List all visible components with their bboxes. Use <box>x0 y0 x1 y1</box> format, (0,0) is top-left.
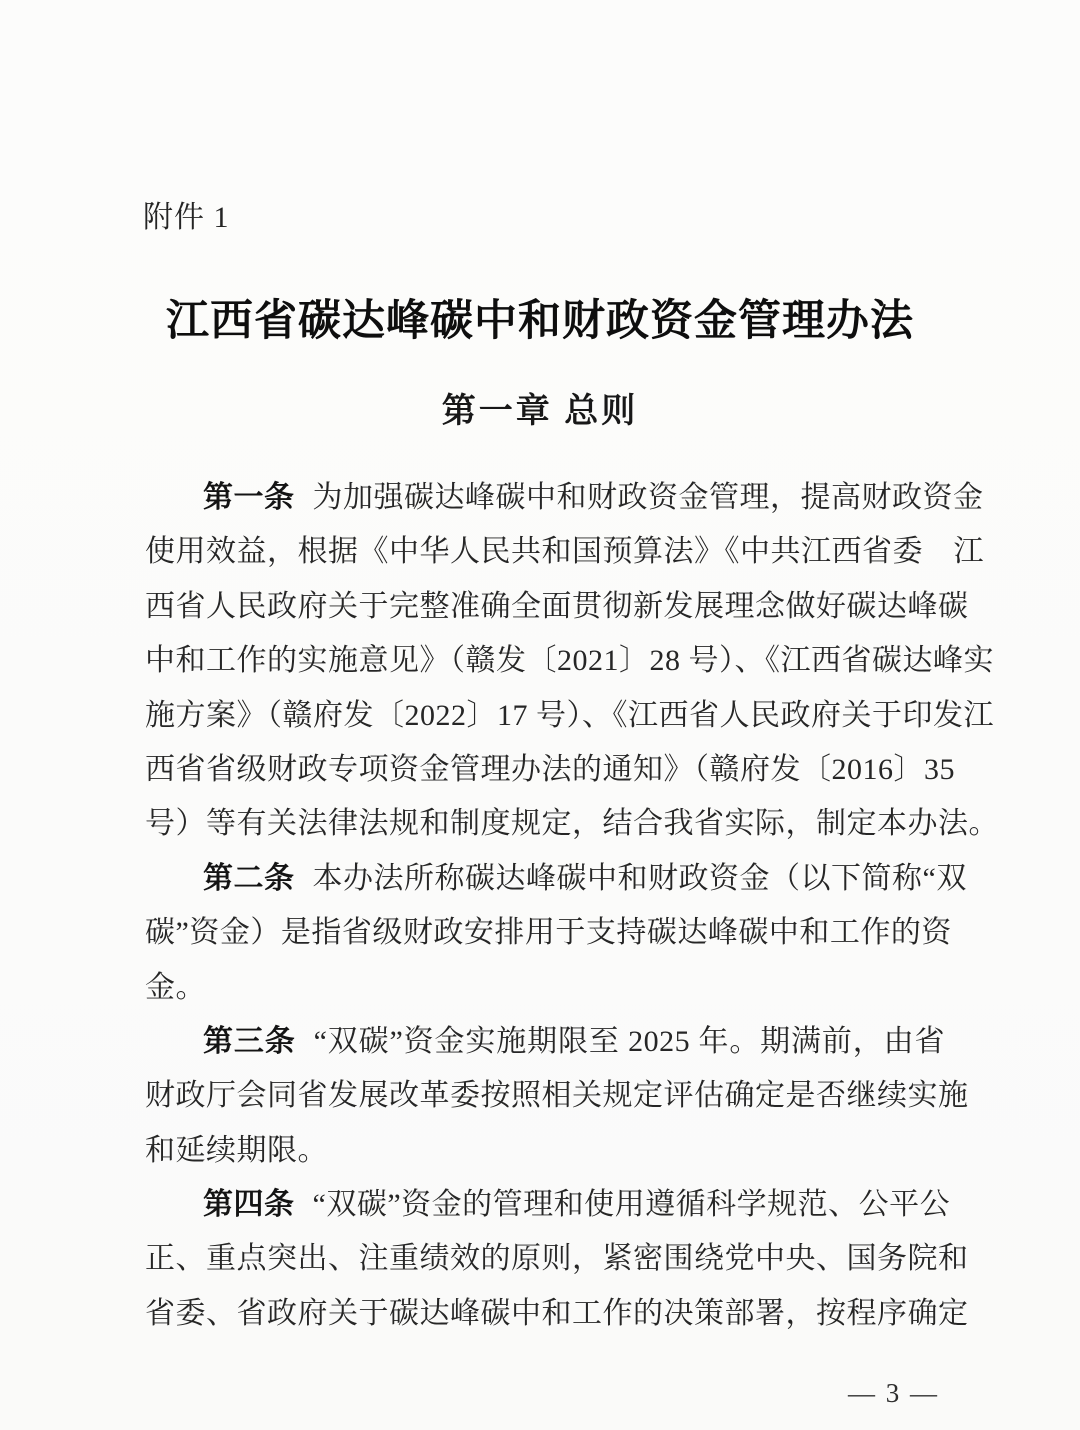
article-number: 第一条 <box>203 481 295 514</box>
page-number: — 3 — <box>848 1378 939 1408</box>
line-text: 金。 <box>145 970 206 1004</box>
text-line <box>145 1069 969 1123</box>
text-line <box>145 1232 969 1286</box>
line-text: 和延续期限。 <box>145 1133 328 1167</box>
line-text: 西省人民政府关于完整准确全面贯彻新发展理念做好碳达峰碳 <box>145 589 969 623</box>
text-line <box>145 1015 945 1069</box>
text-line <box>145 580 969 634</box>
text-line <box>145 1178 951 1232</box>
line-text: 省委、省政府关于碳达峰碳中和工作的决策部署，按程序确定 <box>145 1296 969 1330</box>
text-line <box>145 1124 945 1178</box>
text-line <box>145 525 984 579</box>
text-line <box>145 906 952 960</box>
line-text: “双碳”资金的管理和使用遵循科学规范、公平公 <box>312 1188 951 1222</box>
line-text: 财政厅会同省发展改革委按照相关规定评估确定是否继续实施 <box>145 1079 969 1113</box>
document-body <box>145 471 999 1341</box>
document-title: 江西省碳达峰碳中和财政资金管理办法 <box>166 298 914 345</box>
line-text: 碳”资金）是指省级财政安排用于支持碳达峰碳中和工作的资 <box>145 916 952 950</box>
text-line <box>145 743 955 797</box>
article-number: 第二条 <box>203 861 295 895</box>
article-number: 第三条 <box>203 1024 296 1058</box>
line-text: “双碳”资金实施期限至 2025 年。期满前，由省 <box>313 1024 945 1058</box>
chapter-heading: 第一章 总则 <box>441 393 639 430</box>
text-line <box>145 689 994 743</box>
line-text: 西省省级财政专项资金管理办法的通知》（赣府发〔2016〕35 <box>145 752 955 786</box>
text-line <box>145 797 999 851</box>
text-line <box>145 852 967 906</box>
line-text: 正、重点突出、注重绩效的原则，紧密围绕党中央、国务院和 <box>145 1242 969 1276</box>
line-text: 中和工作的实施意见》（赣发〔2021〕28 号）、《江西省碳达峰实 <box>145 644 994 678</box>
article-number: 第四条 <box>203 1188 295 1222</box>
text-line <box>145 961 945 1015</box>
text-line <box>145 471 984 525</box>
text-line <box>145 1287 969 1341</box>
line-text: 使用效益，根据《中华人民共和国预算法》《中共江西省委 江 <box>145 535 984 569</box>
text-line <box>145 634 994 688</box>
line-text: 号）等有关法律法规和制度规定，结合我省实际，制定本办法。 <box>145 807 999 841</box>
line-text: 本办法所称碳达峰碳中和财政资金（以下简称“双 <box>312 861 967 895</box>
line-text: 为加强碳达峰碳中和财政资金管理，提高财政资金 <box>312 481 984 514</box>
attachment-label: 附件 1 <box>143 201 230 234</box>
line-text: 施方案》（赣府发〔2022〕17 号）、《江西省人民政府关于印发江 <box>145 698 994 732</box>
